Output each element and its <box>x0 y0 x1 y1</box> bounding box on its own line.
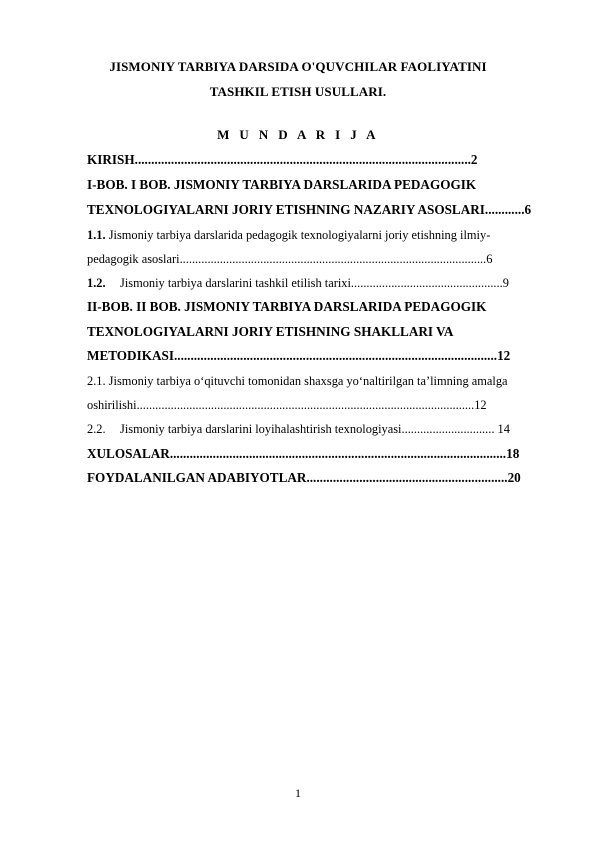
toc-entry-1-1-line2[interactable] <box>87 250 553 268</box>
toc-page-number: 9 <box>502 276 509 290</box>
document-title-line-1: JISMONIY TARBIYA DARSIDA O'QUVCHILAR FAOLIYATINI <box>109 59 487 74</box>
toc-entry-bob2-line1[interactable] <box>87 298 553 316</box>
toc-entry-title: METODIKASI <box>87 348 174 363</box>
toc-entry-1-2[interactable] <box>87 274 553 292</box>
toc-entry-bob1-line1[interactable] <box>87 176 553 194</box>
toc-page-number: 14 <box>494 422 510 436</box>
toc-leader-dots: .............................. <box>401 422 495 436</box>
contents-heading: M U N D A R I J A <box>217 127 379 142</box>
toc-entry-2-2[interactable] <box>87 420 553 438</box>
toc-leader-dots: ............................................................. <box>306 470 508 485</box>
toc-page-number: 6 <box>524 202 532 217</box>
toc-entry-title: TEXNOLOGIYALARNI JORIY ETISHNING SHAKLLARI VA <box>87 324 454 339</box>
toc-entry-title: Jismoniy tarbiya darslarida pedagogik texnologiyalarni joriy etishning ilmiy- <box>105 228 491 242</box>
toc-entry-title: II-BOB. II BOB. JISMONIY TARBIYA DARSLARIDA PEDAGOGIK <box>87 299 487 314</box>
toc-page-number: 18 <box>506 446 520 461</box>
toc-entry-1-1-line1[interactable] <box>87 226 553 244</box>
document-title-line-2: TASHKIL ETISH USULLARI. <box>209 84 387 99</box>
toc-section-number: 1.2. <box>87 276 106 290</box>
toc-entry-kirish[interactable] <box>87 151 553 169</box>
toc-leader-dots: ................................................................................................... <box>179 252 487 266</box>
toc-page-number: 12 <box>497 348 511 363</box>
toc-entry-2-1-line2[interactable] <box>87 396 553 414</box>
toc-entry-title: pedagogik asoslari <box>87 252 180 266</box>
toc-entry-title: Jismoniy tarbiya darslarini tashkil etilish tarixi <box>120 276 351 290</box>
toc-entry-title: XULOSALAR <box>87 446 170 461</box>
toc-entry-2-1-line1[interactable] <box>87 372 553 390</box>
toc-leader-dots: ................................................. <box>350 276 503 290</box>
page-number: 1 <box>295 786 301 800</box>
toc-entry-title: 2.1. Jismoniy tarbiya o‘qituvchi tomonidan shaxsga yo‘naltirilgan ta’limning amalga <box>87 374 508 388</box>
toc-page-number: 6 <box>486 252 493 266</box>
toc-section-number: 2.2. <box>87 422 106 436</box>
toc-entry-bob1-line2[interactable] <box>87 201 553 219</box>
toc-entry-adabiyotlar[interactable] <box>87 469 553 487</box>
toc-entry-title: KIRISH <box>87 152 135 167</box>
toc-entry-title: TEXNOLOGIYALARNI JORIY ETISHNING NAZARIY ASOSLARI <box>87 202 485 217</box>
toc-section-number: 1.1. <box>87 228 106 242</box>
toc-entry-title: Jismoniy tarbiya darslarini loyihalashtirish texnologiyasi <box>120 422 402 436</box>
toc-entry-title: oshirilishi <box>87 398 137 412</box>
toc-leader-dots: ...................................................................................................... <box>134 152 471 167</box>
toc-entry-title: I-BOB. I BOB. JISMONIY TARBIYA DARSLARIDA PEDAGOGIK <box>87 177 477 192</box>
toc-leader-dots: ...................................................................................................... <box>169 446 507 461</box>
toc-page-number: 20 <box>507 470 521 485</box>
toc-entry-bob2-line2[interactable] <box>87 323 553 341</box>
toc-page-number: 2 <box>470 152 478 167</box>
toc-entry-title: FOYDALANILGAN ADABIYOTLAR <box>87 470 307 485</box>
toc-leader-dots: .................................................................................................. <box>173 348 498 363</box>
toc-entry-xulosalar[interactable] <box>87 445 553 463</box>
toc-leader-dots: ............................................................................................................. <box>136 398 475 412</box>
toc-page-number: 12 <box>474 398 487 412</box>
toc-leader-dots: ............ <box>484 202 525 217</box>
toc-entry-bob2-line3[interactable] <box>87 347 553 365</box>
